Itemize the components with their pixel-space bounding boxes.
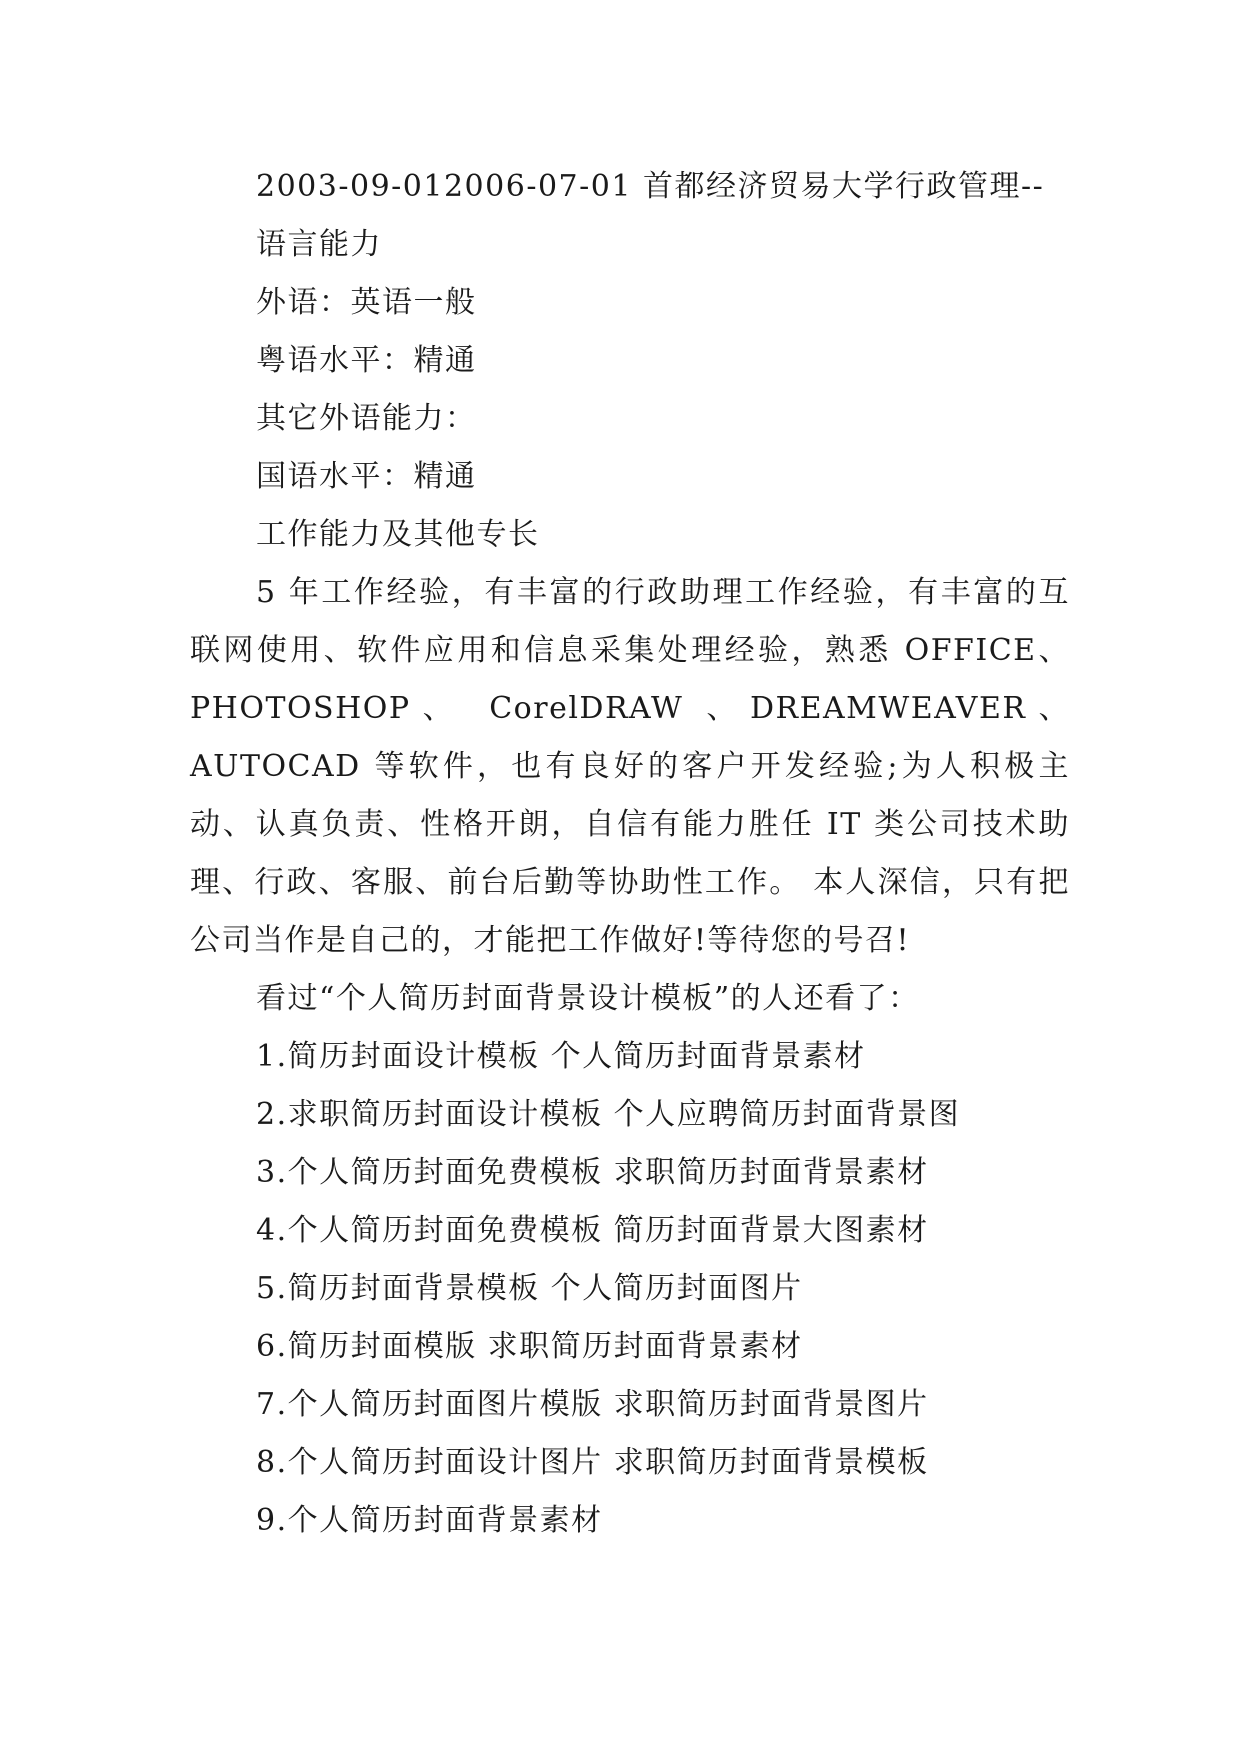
related-item[interactable]: 8.个人简历封面设计图片 求职简历封面背景模板 — [256, 1445, 929, 1480]
related-item[interactable]: 5.简历封面背景模板 个人简历封面图片 — [256, 1271, 803, 1306]
related-item[interactable]: 3.个人简历封面免费模板 求职简历封面背景素材 — [256, 1155, 929, 1190]
mandarin-level-line: 国语水平：精通 — [256, 459, 477, 494]
other-languages-line: 其它外语能力： — [256, 401, 477, 436]
document-body — [190, 158, 1070, 1550]
foreign-language-line: 外语：英语一般 — [256, 285, 477, 320]
related-item[interactable]: 9.个人简历封面背景素材 — [256, 1503, 603, 1538]
related-item[interactable]: 4.个人简历封面免费模板 简历封面背景大图素材 — [256, 1213, 929, 1248]
related-list — [190, 1028, 1070, 1550]
related-heading: 看过“个人简历封面背景设计模板”的人还看了： — [256, 981, 920, 1016]
education-line: 2003-09-012006-07-01 首都经济贸易大学行政管理-- — [256, 169, 1045, 204]
skills-paragraph: 5 年工作经验，有丰富的行政助理工作经验，有丰富的互联网使用、软件应用和信息采集处理经验，熟悉 OFFICE、PHOTOSHOP、 CorelDRAW 、DREAMWEAVER、AUTOCAD 等软件，也有良好的客户开发经验;为人积极主动、认真负责、性格开朗，自信有能力胜任 IT 类公司技术助理、行政、客服、前台后勤等协助性工作。 本人深信，只有把公司当作是自己的，才能把工作做好!等待您的号召! — [190, 575, 1070, 958]
related-item[interactable]: 7.个人简历封面图片模版 求职简历封面背景图片 — [256, 1387, 929, 1422]
related-item[interactable]: 1.简历封面设计模板 个人简历封面背景素材 — [256, 1039, 866, 1074]
language-heading: 语言能力 — [256, 227, 382, 262]
skills-heading: 工作能力及其他专长 — [256, 517, 540, 552]
related-item[interactable]: 6.简历封面模版 求职简历封面背景素材 — [256, 1329, 803, 1364]
cantonese-level-line: 粤语水平：精通 — [256, 343, 477, 378]
related-item[interactable]: 2.求职简历封面设计模板 个人应聘简历封面背景图 — [256, 1097, 961, 1132]
